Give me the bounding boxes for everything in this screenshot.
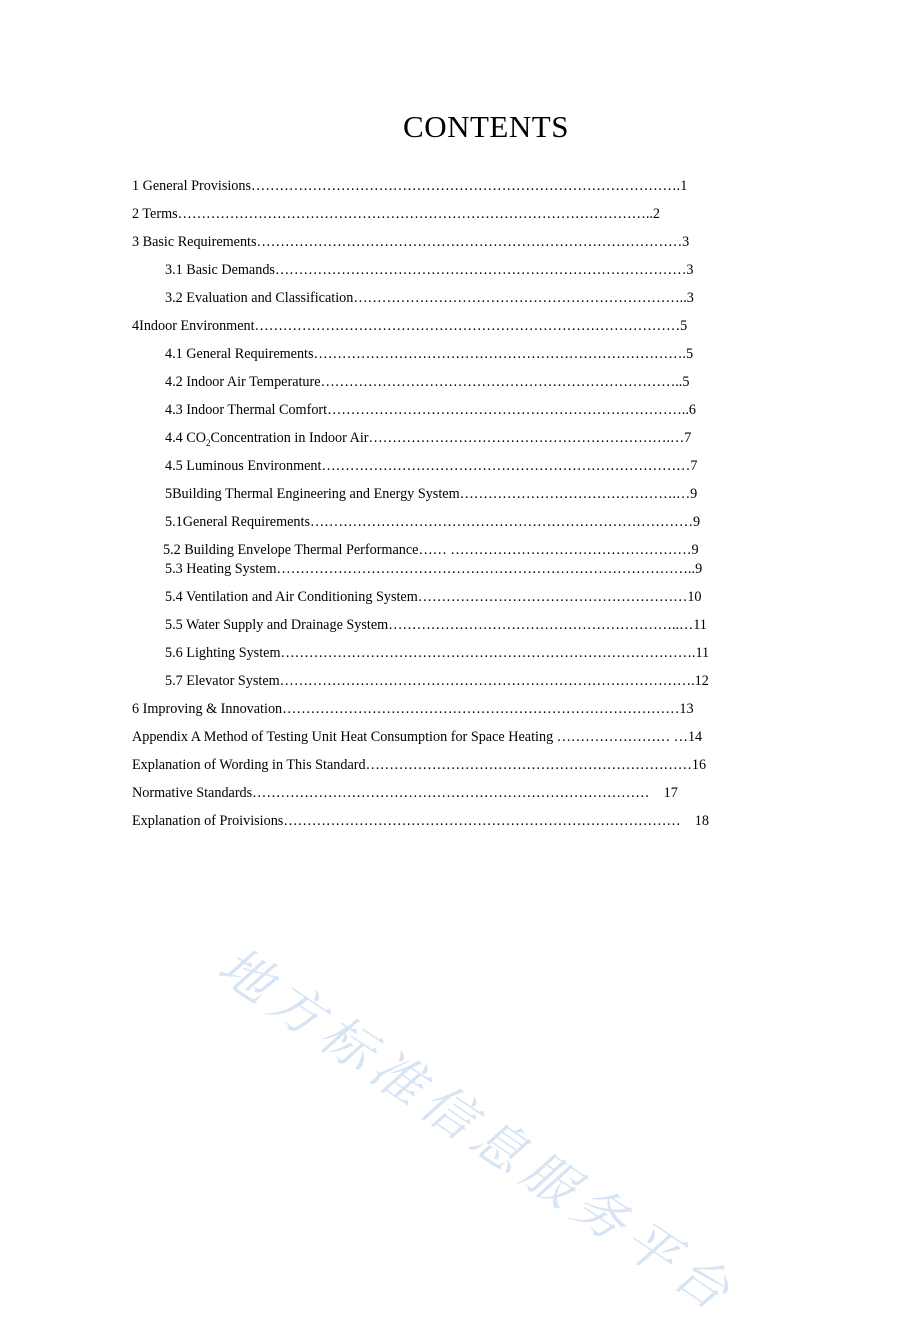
toc-label: 4.1 General Requirements xyxy=(165,346,314,362)
toc-label: 3.1 Basic Demands xyxy=(165,262,275,278)
toc-entry-indoor-thermal-comfort[interactable] xyxy=(165,401,696,419)
toc-entry-luminous-environment[interactable] xyxy=(165,457,697,475)
toc-entry-lighting-system[interactable] xyxy=(165,644,709,662)
toc-page-number: 9 xyxy=(693,514,701,530)
toc-label: 5.1General Requirements xyxy=(165,514,310,530)
toc-entry-general-requirements-5-1[interactable] xyxy=(165,513,700,531)
toc-leader-dots: ………………………………………………………………………………. xyxy=(251,178,681,194)
toc-label: 5.7 Elevator System xyxy=(165,673,280,689)
toc-label: 3 Basic Requirements xyxy=(132,234,257,250)
toc-label: Normative Standards xyxy=(132,785,253,801)
toc-page-number: 11 xyxy=(693,617,707,633)
toc-page-number: 5 xyxy=(685,346,694,362)
toc-entry-evaluation-classification[interactable] xyxy=(165,289,694,307)
page-title: CONTENTS xyxy=(403,109,569,144)
toc-leader-dots: ………………………………………………………………….. xyxy=(320,374,683,390)
toc-page-number: 9 xyxy=(691,542,699,558)
toc-page-number: 1 xyxy=(680,178,688,194)
toc-page-number: 10 xyxy=(687,589,702,605)
toc-leader-dots: ……………………………………………………….… xyxy=(368,430,685,446)
toc-label: 2 Terms xyxy=(132,206,178,222)
toc-entry-co2-concentration[interactable] xyxy=(165,429,691,452)
toc-leader-dots: ……………………………………………………………………………. xyxy=(279,673,695,689)
toc-leader-dots: ………………………………………………… xyxy=(417,589,688,605)
toc-label: 1 General Provisions xyxy=(132,178,252,194)
toc-entry-basic-requirements[interactable] xyxy=(132,233,689,251)
toc-label: 4.5 Luminous Environment xyxy=(165,458,322,474)
toc-leader-dots: …………………………………………………………………………… xyxy=(274,262,687,278)
toc-label: 4.2 Indoor Air Temperature xyxy=(165,374,321,390)
toc-page-number: 14 xyxy=(687,729,703,745)
toc-page-number: 7 xyxy=(690,458,698,474)
toc-label: 4.4 CO xyxy=(165,430,206,446)
toc-entry-basic-demands[interactable] xyxy=(165,261,693,279)
toc-entry-elevator-system[interactable] xyxy=(165,672,709,690)
toc-label: Explanation of Proivisions xyxy=(132,813,284,829)
toc-page-number: 9 xyxy=(690,486,698,502)
toc-entry-indoor-environment[interactable] xyxy=(132,317,687,335)
toc-label: Explanation of Wording in This Standard xyxy=(132,757,366,773)
toc-label: 5.6 Lighting System xyxy=(165,645,281,661)
toc-label: 5Building Thermal Engineering and Energy System xyxy=(165,486,460,502)
toc-page-number: 2 xyxy=(652,206,661,222)
toc-page-number: 3 xyxy=(682,234,690,250)
toc-entry-building-envelope[interactable] xyxy=(163,541,699,559)
toc-leader-dots: …… …………………………………………… xyxy=(418,542,692,558)
toc-leader-dots: ……………………………………….… xyxy=(459,486,691,502)
toc-leader-dots: …………………… … xyxy=(556,729,688,745)
toc-page-number: 11 xyxy=(695,645,710,661)
toc-page-number: 7 xyxy=(684,430,692,446)
toc-label: 5.5 Water Supply and Drainage System xyxy=(165,617,389,633)
toc-label: 5.4 Ventilation and Air Conditioning System xyxy=(165,589,418,605)
toc-leader-dots: ………………………………………………………………….. xyxy=(327,402,689,418)
toc-label-rest: Concentration in Indoor Air xyxy=(210,430,369,446)
toc-leader-dots: ……………………………………………………………………………. xyxy=(280,645,696,661)
toc-label: 5.3 Heating System xyxy=(165,561,277,577)
toc-page-number: 12 xyxy=(694,673,709,689)
toc-entry-indoor-air-temperature[interactable] xyxy=(165,373,689,391)
toc-page-number: 17 xyxy=(663,785,678,801)
toc-entry-normative-standards[interactable] xyxy=(132,784,678,802)
toc-label: 6 Improving & Innovation xyxy=(132,701,283,717)
toc-leader-dots: ……………………………………………………………………………… xyxy=(254,318,681,334)
toc-label: 4.3 Indoor Thermal Comfort xyxy=(165,402,328,418)
toc-page-number: 5 xyxy=(680,318,688,334)
toc-leader-dots: ………………………………………………………………………… xyxy=(282,701,680,717)
toc-leader-dots: ………………………………………………………………………… xyxy=(283,813,695,829)
toc-entry-ventilation-ac[interactable] xyxy=(165,588,702,606)
toc-page-number: 18 xyxy=(694,813,709,829)
toc-entry-water-supply-drainage[interactable] xyxy=(165,616,707,634)
toc-label: 4Indoor Environment xyxy=(132,318,255,334)
toc-leader-dots: ……………………………………………………………………… xyxy=(309,514,694,530)
toc-entry-explanation-of-provisions[interactable] xyxy=(132,812,709,830)
toc-page-number: 13 xyxy=(679,701,694,717)
toc-leader-dots: …………………………………………………………………… xyxy=(321,458,691,474)
toc-entry-appendix-a[interactable] xyxy=(132,728,702,746)
toc-entry-general-requirements-4-1[interactable] xyxy=(165,345,693,363)
toc-leader-dots: …………………………………………………………….. xyxy=(353,290,687,306)
watermark: 地方标准信息服务平台 xyxy=(207,935,747,1327)
toc-page-number: 16 xyxy=(691,757,707,773)
toc-leader-dots: …………………………………………………………… xyxy=(365,757,692,773)
toc-page-number: 6 xyxy=(688,402,696,418)
toc-page-number: 3 xyxy=(686,262,694,278)
toc-label-subscript: 2 xyxy=(206,437,211,448)
toc-label: 5.2 Building Envelope Thermal Performance xyxy=(163,542,419,558)
toc-entry-building-thermal-engineering[interactable] xyxy=(165,485,697,503)
toc-leader-dots: ……………………………………………………..… xyxy=(388,617,694,633)
toc-page-number: 5 xyxy=(682,374,690,390)
toc-leader-dots: ……………………………………………………………………………………….. xyxy=(177,206,653,222)
toc-entry-explanation-of-wording[interactable] xyxy=(132,756,706,774)
toc-entry-general-provisions[interactable] xyxy=(132,177,687,195)
toc-entry-terms[interactable] xyxy=(132,205,660,223)
toc-label: 3.2 Evaluation and Classification xyxy=(165,290,354,306)
toc-leader-dots: ………………………………………………………………………… xyxy=(252,785,664,801)
toc-page-number: 9 xyxy=(695,561,703,577)
toc-leader-dots: …………………………………………………………………………….. xyxy=(276,561,696,577)
toc-entry-heating-system[interactable] xyxy=(165,560,702,578)
toc-leader-dots: ……………………………………………………………………. xyxy=(313,346,686,362)
toc-leader-dots: ……………………………………………………………………………… xyxy=(256,234,683,250)
toc-label: Appendix A Method of Testing Unit Heat Consumption for Space Heating xyxy=(132,729,554,745)
toc-entry-improving-innovation[interactable] xyxy=(132,700,694,718)
toc-page-number: 3 xyxy=(686,290,694,306)
